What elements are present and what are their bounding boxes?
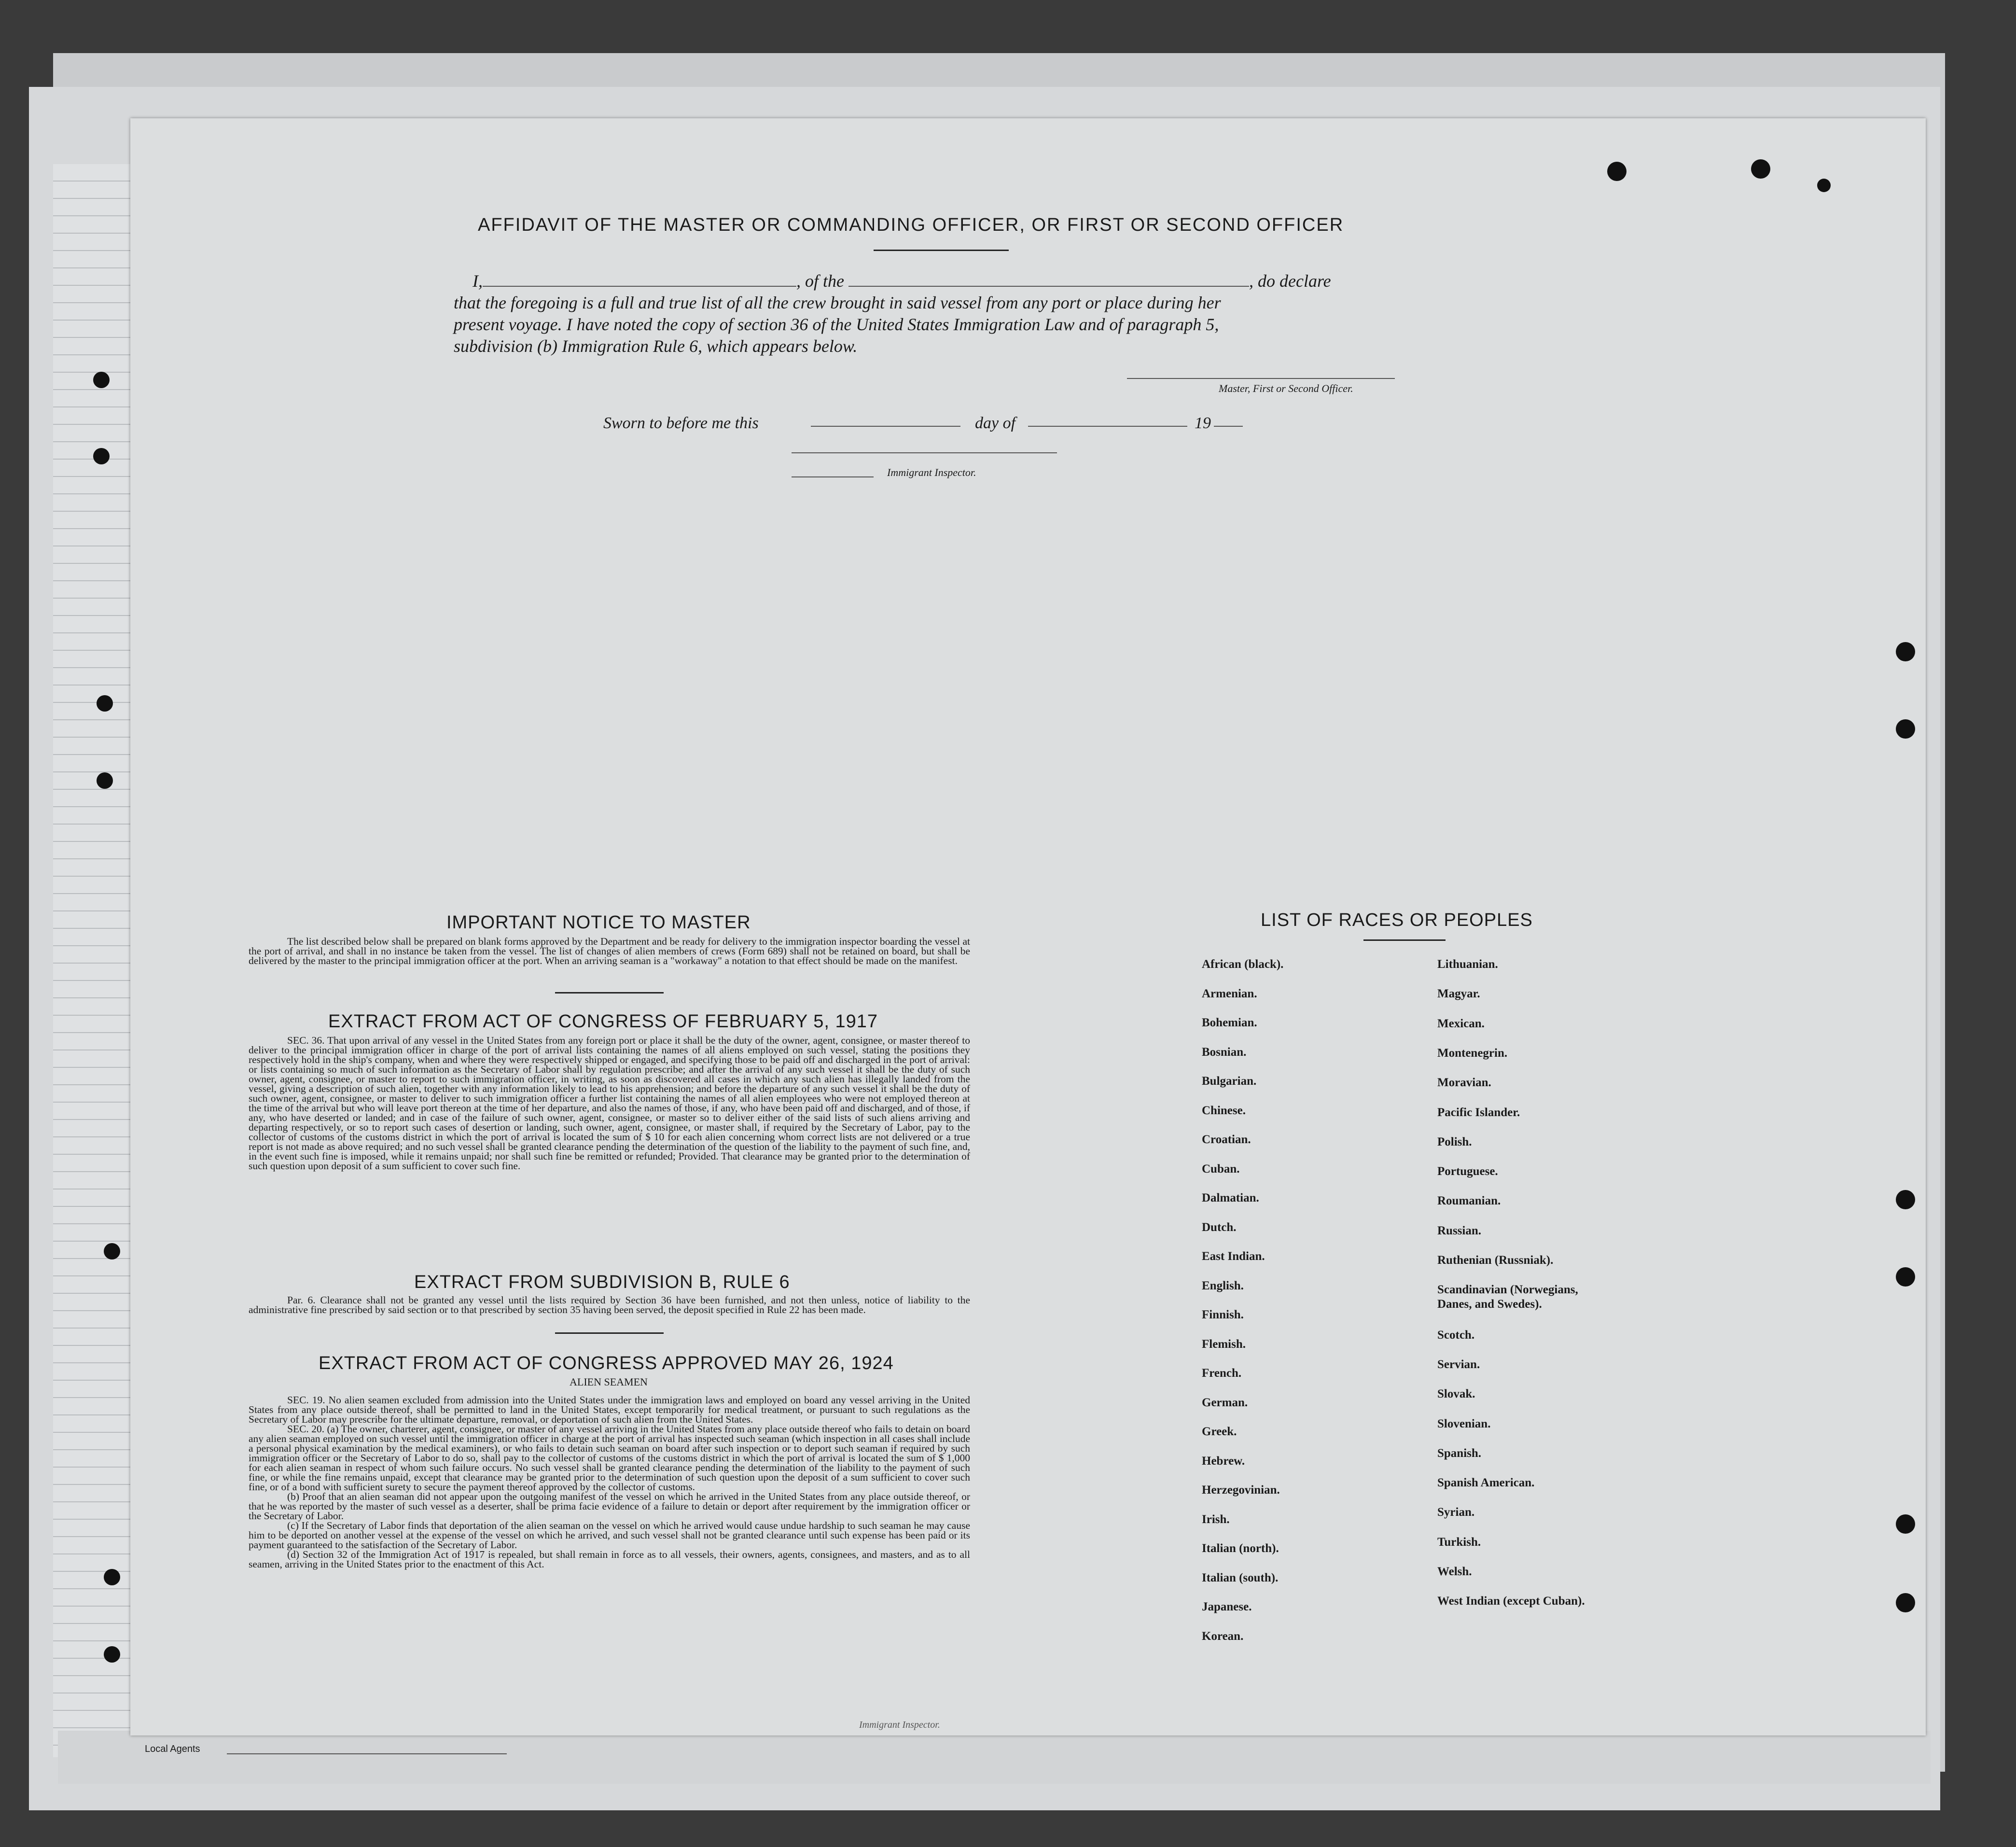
notice-title: IMPORTANT NOTICE TO MASTER: [446, 912, 751, 933]
affidavit-declare: , do declare: [1249, 271, 1331, 291]
race-item: Dalmatian.: [1202, 1191, 1259, 1204]
punch-hole: [1896, 1190, 1915, 1209]
race-item: Roumanian.: [1437, 1194, 1501, 1208]
race-item: Croatian.: [1202, 1133, 1251, 1146]
race-item: Turkish.: [1437, 1535, 1481, 1549]
sworn-month-line: [1028, 426, 1187, 427]
race-item: Ruthenian (Russniak).: [1437, 1254, 1554, 1267]
title-underline: [874, 250, 1009, 251]
punch-hole: [93, 448, 110, 464]
inspector-short-line: [792, 476, 874, 477]
vessel-blank: [848, 275, 1249, 287]
race-item: Welsh.: [1437, 1565, 1472, 1578]
race-item: Italian (north).: [1202, 1542, 1279, 1555]
race-item: Bosnian.: [1202, 1045, 1247, 1059]
subdivision-title: EXTRACT FROM SUBDIVISION B, RULE 6: [414, 1272, 790, 1292]
extract-1924-title: EXTRACT FROM ACT OF CONGRESS APPROVED MAY 26, 1924: [319, 1353, 894, 1373]
race-item: Spanish American.: [1437, 1476, 1535, 1490]
subdivision-rule: [555, 1332, 664, 1334]
faint-inspector-text: Immigrant Inspector.: [859, 1720, 940, 1730]
races-rule: [1363, 939, 1446, 941]
inspector-label: Immigrant Inspector.: [887, 466, 976, 478]
punch-hole: [1896, 642, 1915, 661]
punch-hole: [97, 772, 113, 789]
punch-hole: [93, 372, 110, 388]
sec19-text: SEC. 19. No alien seamen excluded from admission into the United States under the immigration laws and employed on board any vessel arriving in the United States from any place outside thereof, shall be permitted to land in the United States, except temporarily for medical treatment, or pursuant to such regulations as the Secretary of Labor may prescribe for the ultimate departure, removal, or deportation of such alien from the United States.: [249, 1394, 970, 1425]
sec20b-text: (b) Proof that an alien seaman did not appear upon the outgoing manifest of the vessel on which he arrived in the United States from any place outside thereof, or that he was reported by the master of such vessel as a deserter, shall be prima facie evidence of a failure to detain or deport after requirement by the immigration officer or the Secretary of Labor.: [249, 1491, 970, 1522]
race-item: Syrian.: [1437, 1506, 1475, 1519]
race-item: Cuban.: [1202, 1162, 1240, 1175]
notice-rule: [555, 992, 664, 993]
alien-seamen-subtitle: ALIEN SEAMEN: [570, 1376, 648, 1388]
race-item: Slovak.: [1437, 1387, 1475, 1401]
race-item: Slovenian.: [1437, 1417, 1491, 1430]
affidavit-line4: subdivision (b) Immigration Rule 6, which appears below.: [454, 336, 858, 356]
punch-hole: [1751, 159, 1770, 179]
affidavit-line2: that the foregoing is a full and true list of all the crew brought in said vessel from any port or place during her: [454, 293, 1221, 312]
race-item: Italian (south).: [1202, 1571, 1279, 1584]
affidavit-text: [454, 270, 1400, 357]
race-item: Pacific Islander.: [1437, 1105, 1520, 1119]
race-item: Moravian.: [1437, 1076, 1491, 1090]
punch-hole: [1607, 162, 1627, 181]
notice-text: The list described below shall be prepared on blank forms approved by the Department and be ready for delivery to the immigration inspector boarding the vessel at the port of arrival, and shall in no instance be taken from the vessel. The list of changes of alien members of crews (Form 689) shall not be retained on board, but shall be delivered by the master to the principal immigration officer at the port. When an arriving seaman is a "workaway" a notation to that effect should be made on the manifest.: [249, 936, 970, 966]
name-blank: [483, 275, 796, 287]
bottom-sheet-strip: [58, 1731, 1931, 1784]
affidavit-of-the: , of the: [796, 271, 844, 291]
races-title: LIST OF RACES OR PEOPLES: [1261, 910, 1533, 930]
affidavit-i: I,: [473, 271, 483, 291]
year-text: 19: [1195, 414, 1211, 432]
sec20c-text: (c) If the Secretary of Labor finds that deportation of the alien seaman on the vessel on which he arrived would cause undue hardship to such seaman he may cause him to be deported on another vessel at the expense of the vessel on which he arrived, and such vessel shall not be granted clearance until such expense has been paid or its payment guaranteed to the satisfaction of the Secretary of Labor.: [249, 1520, 970, 1551]
punch-hole: [1896, 1514, 1915, 1534]
race-item: East Indian.: [1202, 1250, 1265, 1263]
race-item: Spanish.: [1437, 1446, 1482, 1460]
race-item: Bulgarian.: [1202, 1075, 1257, 1088]
sec20a-text: SEC. 20. (a) The owner, charterer, agent, consignee, or master of any vessel arriving in the United States from any place outside thereof who fails to detain on board any alien seaman employed on such vessel until the immigration officer in charge at the port of arrival has inspected such seaman (which inspection in all cases shall include a personal physical examination by the medical examiners), or who fails to detain such seaman on board after such inspection or to deport such seaman if required by such immigration officer or the Secretary of Labor to do so, shall pay to the collector of customs of the customs district in which the port of arrival is located the sum of $ 1,000 for each alien seaman in respect of whom such failure occurs. No such vessel shall be granted clearance pending the determination of the liability to the payment of such fine, or while the fine remains unpaid, except that clearance may be granted prior to the determination of such question upon the deposit of a sum sufficient to cover such fine, or of a bond with sufficient surety to secure the payment thereof approved by the collector of customs.: [249, 1423, 970, 1493]
race-item: Portuguese.: [1437, 1165, 1498, 1178]
extract-1917-text: SEC. 36. That upon arrival of any vessel in the United States from any foreign port or place it shall be the duty of the owner, agent, consignee, or master thereof to deliver to the principal immigration officer in charge of the port of arrival lists containing the names of all aliens employed on such vessel, stating the positions they respectively hold in the ship's company, when and where they were respectively shipped or engaged, and specifying those to be paid off and discharged in the port of arrival: or lists containing so much of such information as the Secretary of Labor shall by regulation prescribe; and after the arrival of any such vessel it shall be the duty of such owner, agent, consignee, or master to report to such immigration officer, in writing, as soon as discovered all cases in which any such alien has illegally landed from the vessel, giving a description of such alien, together with any information likely to lead to his apprehension; and before the departure of any such vessel it shall be the duty of such owner, agent, consignee, or master to deliver to such immigration officer a further list containing the names of all alien employees who were not employed thereon at the time of the arrival but who will leave port thereon at the time of her departure, and also the names of those, if any, who have been paid off and discharged, and of those, if any, who have deserted or landed; and in case of the failure of such owner, agent, consignee, or master so to deliver either of the said lists of such aliens arriving and departing respectively, or so to report such cases of desertion or landing, such owner, agent, consignee, or master shall, if required by the Secretary of Labor, pay to the collector of customs of the customs district in which the port of arrival is located the sum of $ 10 for each alien concerning whom correct lists are not delivered or a true report is not made as above required; and no such vessel shall be granted clearance pending the determination of the question of the liability to the payment of such fine, and, in the event such fine is imposed, while it remains unpaid; nor shall such fine be remitted or refunded; Provided. That clearance may be granted prior to the determination of such question upon deposit of a sum sufficient to cover such fine.: [249, 1035, 970, 1172]
race-item: French.: [1202, 1367, 1242, 1380]
race-item: Chinese.: [1202, 1104, 1246, 1117]
race-item: Dutch.: [1202, 1220, 1237, 1234]
sworn-text: Sworn to before me this: [603, 414, 759, 432]
punch-hole: [97, 695, 113, 712]
punch-hole: [104, 1569, 120, 1585]
race-item: Flemish.: [1202, 1337, 1246, 1351]
local-agents-label: Local Agents: [145, 1744, 200, 1754]
punch-hole: [104, 1243, 120, 1259]
race-item: African (black).: [1202, 958, 1284, 971]
extract-1917-title: EXTRACT FROM ACT OF CONGRESS OF FEBRUARY 5, 1917: [328, 1011, 878, 1032]
punch-hole: [1817, 179, 1831, 192]
race-item: Montenegrin.: [1437, 1046, 1508, 1060]
subdivision-text: Par. 6. Clearance shall not be granted any vessel until the lists required by Section 36 have been furnished, and not then unless, notice of liability to the administrative fine prescribed by said section or to that prescribed by section 35 having been served, the deposit specified in Rule 22 has been made.: [249, 1294, 970, 1315]
race-item: Armenian.: [1202, 987, 1257, 1000]
master-label: Master, First or Second Officer.: [1219, 382, 1353, 394]
year-line: [1214, 426, 1243, 427]
punch-hole: [104, 1646, 120, 1663]
master-signature-line: [1127, 378, 1395, 379]
race-item: Irish.: [1202, 1512, 1230, 1526]
race-item: Lithuanian.: [1437, 958, 1498, 971]
race-item: Scandinavian (Norwegians, Danes, and Swedes).: [1437, 1283, 1578, 1311]
race-item: Servian.: [1437, 1357, 1480, 1371]
race-item: Mexican.: [1437, 1017, 1485, 1030]
race-item: Magyar.: [1437, 987, 1480, 1001]
day-of-text: day of: [975, 414, 1016, 432]
race-item: Herzegovinian.: [1202, 1483, 1280, 1497]
race-item: Korean.: [1202, 1629, 1244, 1643]
sec20d-text: (d) Section 32 of the Immigration Act of 1917 is repealed, but shall remain in force as to all vessels, their owners, agents, consignees, and masters, and as to all seamen, arriving in the United States prior to the enactment of this Act.: [249, 1549, 970, 1570]
extract-1924-text: [249, 1395, 970, 1569]
inspector-signature-line: [792, 452, 1057, 453]
race-item: Polish.: [1437, 1135, 1472, 1148]
affidavit-line3: present voyage. I have noted the copy of section 36 of the United States Immigration Law and of paragraph 5,: [454, 315, 1219, 334]
race-item: Scotch.: [1437, 1328, 1475, 1342]
punch-hole: [1896, 1267, 1915, 1287]
race-item: Finnish.: [1202, 1308, 1244, 1321]
race-item: Hebrew.: [1202, 1454, 1245, 1468]
race-item: Greek.: [1202, 1425, 1237, 1438]
race-item: English.: [1202, 1279, 1244, 1292]
punch-hole: [1896, 1593, 1915, 1612]
race-item: West Indian (except Cuban).: [1437, 1595, 1585, 1608]
sworn-day-line: [811, 426, 960, 427]
punch-hole: [1896, 719, 1915, 739]
race-item: German.: [1202, 1396, 1248, 1409]
affidavit-title: AFFIDAVIT OF THE MASTER OR COMMANDING OFFICER, OR FIRST OR SECOND OFFICER: [478, 215, 1344, 235]
race-item: Bohemian.: [1202, 1016, 1257, 1029]
local-agents-line: [227, 1753, 507, 1754]
race-item: Russian.: [1437, 1224, 1482, 1237]
race-item: Japanese.: [1202, 1600, 1252, 1613]
